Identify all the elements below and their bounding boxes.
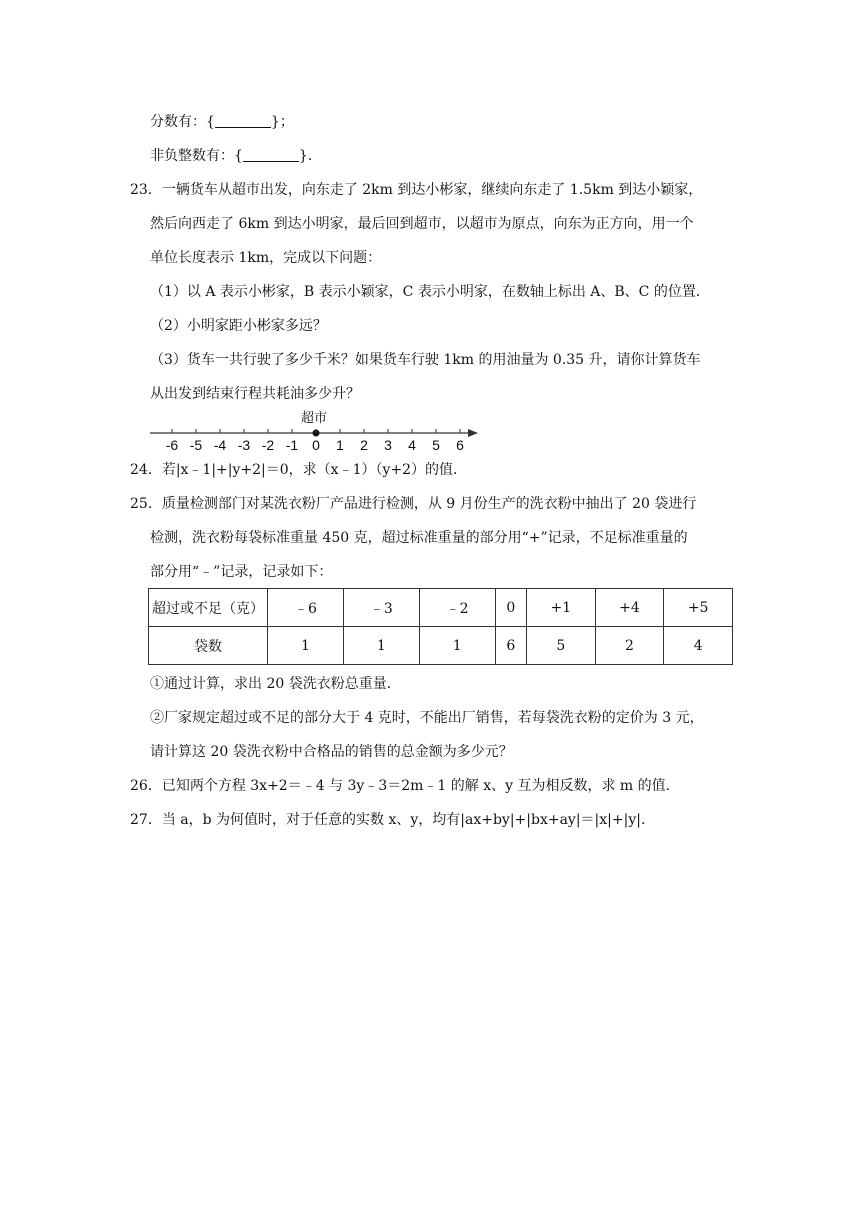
table-cell: 1 xyxy=(268,627,344,665)
nonneg-set-label: 非负整数有：{ xyxy=(150,148,243,164)
number-line-tick-label: -3 xyxy=(237,437,251,453)
table-header-bags: 袋数 xyxy=(149,627,268,665)
number-line-tick-label: -5 xyxy=(189,437,203,453)
number-line-tick-label: 4 xyxy=(408,437,416,453)
q23-part-2: （2）小明家距小彬家多远？ xyxy=(150,318,327,334)
q25-line-2: 检测，洗衣粉每袋标准重量 450 克，超过标准重量的部分用“+”记录，不足标准重量的 xyxy=(150,530,688,546)
number-line-tick-label: 5 xyxy=(432,437,440,453)
table-cell: 1 xyxy=(419,627,495,665)
q23-line-2: 然后向西走了 6km 到达小明家，最后回到超市，以超市为原点，向东为正方向，用一个 xyxy=(150,216,694,232)
fraction-set-close: }； xyxy=(270,114,294,130)
number-line-tick-label: 2 xyxy=(360,437,368,453)
q27-line: 27．当 a，b 为何值时，对于任意的实数 x、y，均有|ax+by|+|bx+ay|＝|x|+|y|． xyxy=(130,812,655,828)
fraction-set-line xyxy=(150,112,294,132)
table-header-deviation: 超过或不足（克） xyxy=(149,589,268,627)
q25-part-2-line-1: ②厂家规定超过或不足的部分大于 4 克时，不能出厂销售，若每袋洗衣粉的定价为 3 元， xyxy=(150,710,704,726)
number-line-tick-label: 0 xyxy=(312,437,320,453)
table-cell: 6 xyxy=(495,627,526,665)
table-cell: 5 xyxy=(527,627,596,665)
nonneg-set-line xyxy=(150,146,322,166)
table-cell: 4 xyxy=(664,627,733,665)
q25-line-1: 25．质量检测部门对某洗衣粉厂产品进行检测，从 9 月份生产的洗衣粉中抽出了 20 袋进行 xyxy=(130,496,697,512)
table-cell: +4 xyxy=(595,589,664,627)
q23-part-1: （1）以 A 表示小彬家，B 表示小颖家，C 表示小明家，在数轴上标出 A、B、C 的位置． xyxy=(150,284,710,300)
number-line-origin-label: 超市 xyxy=(300,410,328,425)
number-line-tick-label: -6 xyxy=(165,437,179,453)
fraction-set-blank[interactable] xyxy=(215,113,271,128)
number-line xyxy=(148,405,483,453)
table-cell: ﹣6 xyxy=(268,589,344,627)
nonneg-set-blank[interactable] xyxy=(243,147,299,162)
table-cell: 2 xyxy=(595,627,664,665)
q23-line-1: 23．一辆货车从超市出发，向东走了 2km 到达小彬家，继续向东走了 1.5km 到达小颖家， xyxy=(130,182,703,198)
table-cell: ﹣3 xyxy=(343,589,419,627)
table-cell: 1 xyxy=(343,627,419,665)
number-line-tick-label: 3 xyxy=(384,437,392,453)
table-row-deviation xyxy=(149,589,733,627)
table-cell: +5 xyxy=(664,589,733,627)
nonneg-set-close: }． xyxy=(298,148,322,164)
table-cell: 0 xyxy=(495,589,526,627)
fraction-set-label: 分数有：{ xyxy=(150,114,215,130)
weight-record-table xyxy=(148,588,733,665)
q24-line: 24．若|x﹣1|+|y+2|＝0，求（x﹣1）（y+2）的值． xyxy=(130,462,468,478)
q23-part-3-line-2: 从出发到结束行程共耗油多少升？ xyxy=(150,386,360,402)
number-line-tick-label: -2 xyxy=(261,437,275,453)
number-line-tick-label: -1 xyxy=(285,437,299,453)
number-line-tick-label: 6 xyxy=(456,437,464,453)
table-cell: ﹣2 xyxy=(419,589,495,627)
q23-line-3: 单位长度表示 1km，完成以下问题： xyxy=(150,250,382,266)
q26-line: 26．已知两个方程 3x+2＝﹣4 与 3y﹣3＝2m﹣1 的解 x、y 互为相反数，求 m 的值． xyxy=(130,778,680,794)
q23-part-3-line-1: （3）货车一共行驶了多少千米？如果货车行驶 1km 的用油量为 0.35 升，请你计算货车 xyxy=(150,352,701,368)
q25-part-2-line-2: 请计算这 20 袋洗衣粉中合格品的销售的总金额为多少元？ xyxy=(150,744,513,760)
table-row-bags xyxy=(149,627,733,665)
number-line-tick-label: -4 xyxy=(213,437,227,453)
number-line-arrow xyxy=(468,429,478,437)
table-cell: +1 xyxy=(527,589,596,627)
q25-part-1: ①通过计算，求出 20 袋洗衣粉总重量． xyxy=(150,676,401,692)
number-line-tick-label: 1 xyxy=(336,437,344,453)
q25-line-3: 部分用“﹣”记录，记录如下： xyxy=(150,564,333,580)
